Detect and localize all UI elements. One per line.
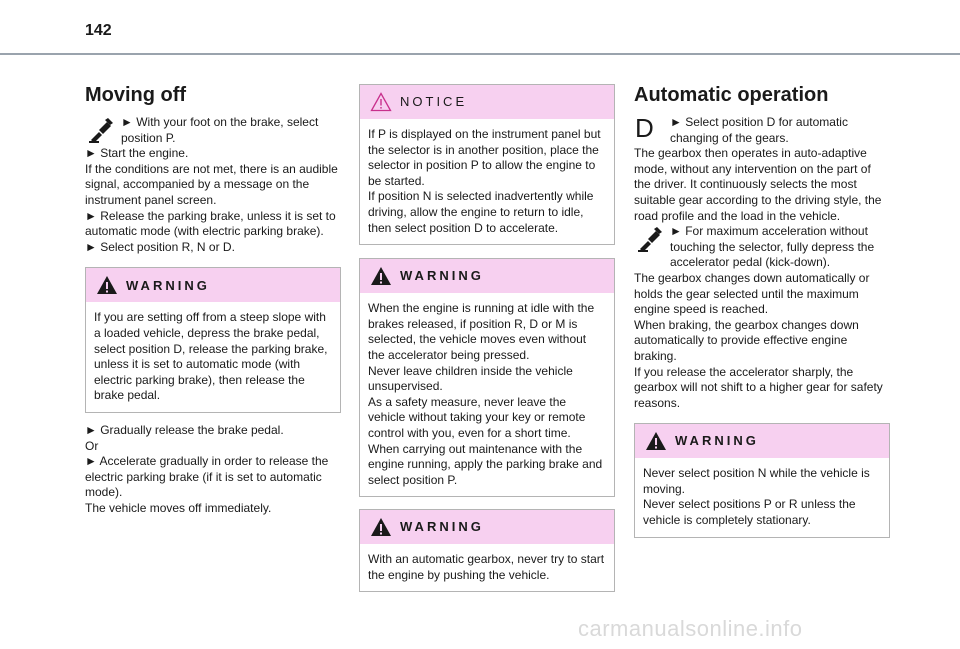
notice-header xyxy=(360,85,614,119)
warning-text: If you are setting off from a steep slope with a loaded vehicle, depress the brake pedal, select position D, release the parking brake, unless it is set to automatic mode (with electric parking brake), then release the brake pedal. xyxy=(94,310,328,403)
moving-off-after-line: ► Accelerate gradually in order to release the electric parking brake (if it is set to automatic mode). xyxy=(85,454,329,500)
warning-title: WARNING xyxy=(126,277,210,293)
moving-off-after-line: The vehicle moves off immediately. xyxy=(85,500,272,515)
automatic-intro: ► Select position D for automatic changing of the gears. xyxy=(670,115,848,145)
warning-body xyxy=(635,458,889,536)
notice-line: If P is displayed on the instrument panel but the selector is in another position, place the selector in position P to allow the engine to be started. xyxy=(368,127,601,188)
warning-box-2 xyxy=(359,509,615,592)
warning-line: Never select position N while the vehicle is moving. xyxy=(643,466,870,496)
automatic-line: If you release the accelerator sharply, the gearbox will not shift to a higher gear for safety reasons. xyxy=(634,364,883,410)
warning-triangle-icon xyxy=(370,517,392,537)
moving-off-line: ► Select position R, N or D. xyxy=(85,239,235,254)
gear-d-icon: D xyxy=(635,113,654,143)
warning-header xyxy=(360,259,614,293)
moving-off-warning-box xyxy=(85,267,341,413)
warning-triangle-icon xyxy=(370,266,392,286)
warning-line: When carrying out maintenance with the engine running, apply the parking brake and select position P. xyxy=(368,441,603,487)
moving-off-heading: Moving off xyxy=(85,84,187,106)
automatic-text: The gearbox then operates in auto-adaptive mode, without any intervention on the part of the driver. It continuously selects the most suitable gear according to the driving style, the road profile and the load in the vehicle. xyxy=(634,146,882,223)
warning-body xyxy=(86,302,340,412)
warning-triangle-icon xyxy=(96,275,118,295)
watermark: carmanualsonline.info xyxy=(578,616,803,641)
automatic-operation-heading: Automatic operation xyxy=(634,84,829,106)
moving-off-line: If the conditions are not met, there is an audible signal, accompanied by a message on the instrument panel screen. xyxy=(85,161,338,207)
moving-off-intro: ► With your foot on the brake, select position P. xyxy=(121,115,319,145)
automatic-line: The gearbox changes down automatically or holds the gear selected until the maximum engine speed is reached. xyxy=(634,270,870,317)
notice-line: If position N is selected inadvertently while driving, allow the engine to return to idle, then select position D to accelerate. xyxy=(368,189,594,235)
warning-header xyxy=(360,510,614,544)
warning-triangle-icon xyxy=(645,431,667,451)
notice-body xyxy=(360,119,614,244)
moving-off-after-line: Or xyxy=(85,438,99,453)
warning-title: WARNING xyxy=(675,433,759,449)
automatic-operation-section xyxy=(634,83,890,538)
moving-off-section xyxy=(85,83,341,516)
page-number: 142 xyxy=(85,22,112,39)
accelerator-pedal-icon xyxy=(636,227,664,253)
automatic-line: When braking, the gearbox changes down automatically to provide effective engine braking. xyxy=(634,317,859,363)
warning-title: WARNING xyxy=(400,519,484,535)
automatic-warning-box xyxy=(634,423,890,537)
warning-header xyxy=(635,424,889,458)
moving-off-line: ► Release the parking brake, unless it is set to automatic mode (with electric parking brake). xyxy=(85,208,336,239)
header-rule xyxy=(0,53,960,55)
warning-line: Never leave children inside the vehicle unsupervised. xyxy=(368,363,573,394)
warning-line: When the engine is running at idle with the brakes released, if position R, D or M is selected, the vehicle moves even without the accelerator being pressed. xyxy=(368,301,595,362)
automatic-intro-row xyxy=(634,115,890,146)
foot-on-brake-pedal-icon xyxy=(87,118,115,144)
notice-triangle-icon xyxy=(370,92,392,112)
kickdown-text: ► For maximum acceleration without touching the selector, fully depress the accelerator pedal (kick-down). xyxy=(670,224,875,270)
warning-body xyxy=(360,544,614,591)
kickdown-row xyxy=(634,224,890,271)
moving-off-intro-row xyxy=(85,115,341,146)
warning-line: As a safety measure, never leave the vehicle without taking your key or remote control with you, even for a short time. xyxy=(368,394,586,440)
warning-text: With an automatic gearbox, never try to start the engine by pushing the vehicle. xyxy=(368,552,605,582)
warning-title: WARNING xyxy=(400,268,484,284)
warning-body xyxy=(360,293,614,496)
moving-off-after-line: ► Gradually release the brake pedal. xyxy=(85,422,284,437)
moving-off-line: ► Start the engine. xyxy=(85,146,189,161)
warning-box-1 xyxy=(359,258,615,497)
warning-header xyxy=(86,268,340,302)
notice-box xyxy=(359,84,615,245)
notice-title: NOTICE xyxy=(400,94,468,110)
middle-section xyxy=(359,84,615,592)
warning-line: Never select positions P or R unless the vehicle is completely stationary. xyxy=(643,497,856,528)
